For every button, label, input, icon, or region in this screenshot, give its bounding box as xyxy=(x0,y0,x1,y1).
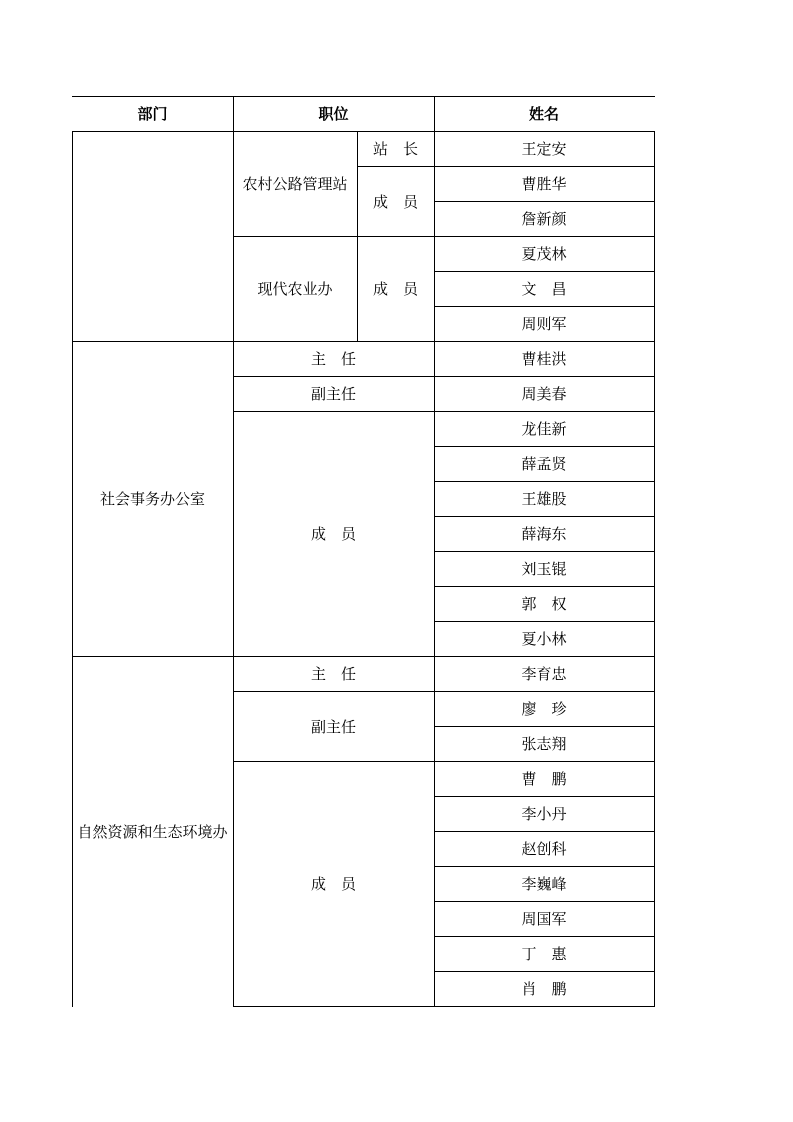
table-border xyxy=(357,236,358,342)
table-border xyxy=(434,96,435,132)
table-border xyxy=(434,691,435,762)
table-border xyxy=(654,341,655,657)
table-border xyxy=(434,341,435,377)
member-name: 曹桂洪 xyxy=(521,350,567,368)
member-name: 李小丹 xyxy=(521,805,567,823)
table-border xyxy=(434,656,435,692)
table-border xyxy=(434,376,435,412)
member-name: 文 昌 xyxy=(521,280,567,298)
role-title: 副主任 xyxy=(310,385,356,403)
header-department: 部门 xyxy=(137,105,168,123)
member-name: 赵创科 xyxy=(521,840,567,858)
table-border xyxy=(434,131,435,167)
member-name: 薛孟贤 xyxy=(521,455,567,473)
table-border xyxy=(233,1006,435,1007)
subunit-name: 农村公路管理站 xyxy=(242,175,348,193)
member-name: 肖 鹏 xyxy=(521,980,567,998)
table-border xyxy=(434,761,435,1007)
table-border xyxy=(72,131,73,342)
member-name: 王定安 xyxy=(521,140,567,158)
subunit-name: 现代农业办 xyxy=(257,280,333,298)
table-border xyxy=(233,761,234,1007)
role-title: 成 员 xyxy=(372,192,418,211)
table-border xyxy=(233,376,234,412)
member-name: 龙佳新 xyxy=(521,420,567,438)
table-border xyxy=(654,131,655,342)
table-border xyxy=(233,656,234,692)
table-border xyxy=(233,411,234,657)
member-name: 詹新颜 xyxy=(521,210,567,228)
member-name: 周美春 xyxy=(521,385,567,403)
member-name: 曹胜华 xyxy=(521,175,567,193)
member-name: 张志翔 xyxy=(521,735,567,753)
table-border xyxy=(72,656,73,1007)
member-name: 李育忠 xyxy=(521,665,567,683)
member-name: 夏茂林 xyxy=(521,245,567,263)
table-border xyxy=(357,131,358,237)
role-title: 站 长 xyxy=(372,140,418,158)
role-title: 主 任 xyxy=(310,665,356,683)
table-border xyxy=(233,691,234,762)
member-name: 刘玉锟 xyxy=(521,560,567,578)
member-name: 李巍峰 xyxy=(521,875,567,893)
member-name: 曹 鹏 xyxy=(521,770,567,788)
department-name: 社会事务办公室 xyxy=(99,490,205,508)
header-position: 职位 xyxy=(318,105,349,123)
department-name xyxy=(72,131,233,341)
role-title: 主 任 xyxy=(310,350,356,368)
table-border xyxy=(233,236,234,342)
member-name: 郭 权 xyxy=(521,595,567,613)
table-border xyxy=(434,166,435,237)
role-title: 成 员 xyxy=(372,280,418,298)
department-name: 自然资源和生态环境办 xyxy=(77,822,228,841)
table-border xyxy=(233,341,234,377)
member-name: 薛海东 xyxy=(521,525,567,543)
role-title: 成 员 xyxy=(310,525,356,543)
member-name: 周则军 xyxy=(521,315,567,333)
table-border xyxy=(434,236,435,342)
table-border xyxy=(434,411,435,657)
member-name: 夏小林 xyxy=(521,630,567,648)
table-border xyxy=(654,656,655,1007)
role-title: 成 员 xyxy=(310,875,356,893)
table-border xyxy=(72,341,73,657)
member-name: 王雄股 xyxy=(521,490,567,508)
member-name: 周国军 xyxy=(521,910,567,928)
header-name: 姓名 xyxy=(528,105,559,123)
member-name: 丁 惠 xyxy=(521,945,567,963)
role-title: 副主任 xyxy=(310,717,356,736)
table-border xyxy=(434,1006,655,1007)
table-border xyxy=(233,131,234,237)
table-border xyxy=(233,96,234,132)
member-name: 廖 珍 xyxy=(521,700,567,718)
